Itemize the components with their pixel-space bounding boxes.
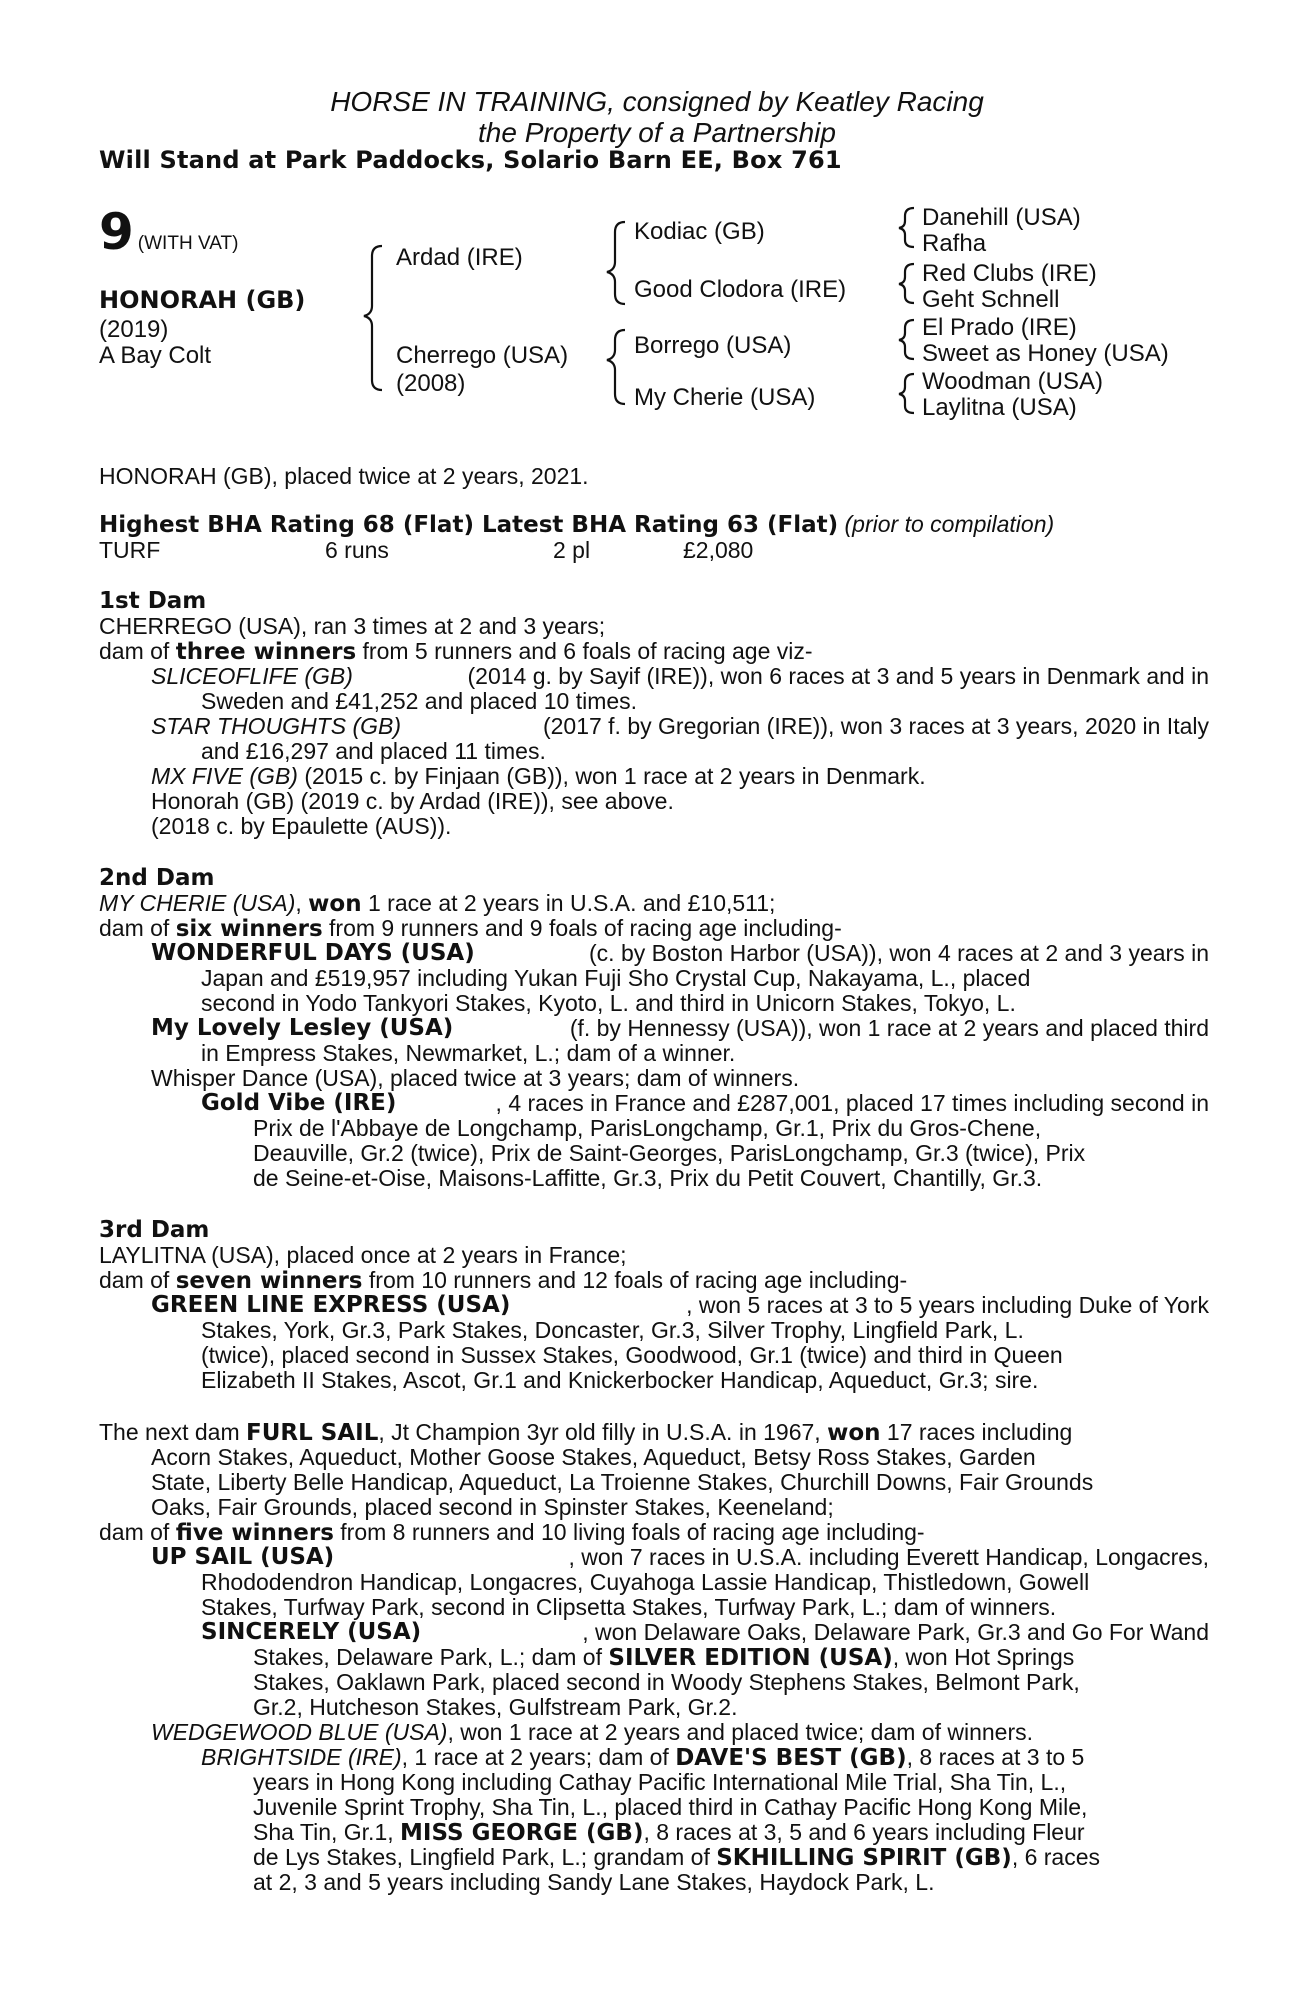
pedigree-dam-dam: My Cherie (USA) [634, 384, 816, 411]
third-dam-produce: dam of seven winners from 10 runners and 12 foals of racing age including- [99, 1267, 908, 1294]
pedigree-dam-sire: Borrego (USA) [634, 332, 792, 359]
horse-year: (2019) [99, 316, 169, 343]
stand-location: Will Stand at Park Paddocks, Solario Barn EE, Box 761 [99, 146, 842, 174]
pedigree-sdd: Geht Schnell [922, 286, 1060, 313]
pedigree-sire: Ardad (IRE) [396, 244, 523, 271]
winner-gold-vibe: Gold Vibe (IRE) , 4 races in France and £287,001, placed 17 times including second in [201, 1090, 1209, 1116]
pedigree-ddd: Laylitna (USA) [922, 394, 1077, 421]
whisper-dance: Whisper Dance (USA), placed twice at 3 years; dam of winners. [151, 1065, 800, 1091]
next-dam-furl-sail: The next dam FURL SAIL, Jt Champion 3yr old filly in U.S.A. in 1967, won 17 races including [99, 1419, 1073, 1446]
third-dam-heading: 3rd Dam [99, 1217, 210, 1243]
vat-label: (WITH VAT) [137, 233, 239, 254]
furl-sail-produce: dam of five winners from 8 runners and 10 living foals of racing age including- [99, 1519, 925, 1546]
bha-rating: Highest BHA Rating 68 (Flat) Latest BHA Rating 63 (Flat) (prior to compilation) [99, 511, 1055, 538]
offspring-2018: (2018 c. by Epaulette (AUS)). [151, 813, 452, 839]
consignor-line: HORSE IN TRAINING, consigned by Keatley Racing [330, 86, 984, 117]
brightside: BRIGHTSIDE (IRE), 1 race at 2 years; dam of DAVE'S BEST (GB), 8 races at 3 to 5 [201, 1744, 1085, 1771]
offspring-honorah: Honorah (GB) (2019 c. by Ardad (IRE)), see above. [151, 788, 674, 814]
winner-green-line-express: GREEN LINE EXPRESS (USA) , won 5 races at 3 to 5 years including Duke of York [151, 1292, 1209, 1318]
pedigree-dss: El Prado (IRE) [922, 314, 1077, 341]
winner-my-lovely-lesley: My Lovely Lesley (USA) (f. by Hennessy (USA)), won 1 race at 2 years and placed third [151, 1015, 1209, 1041]
offspring-star-thoughts: STAR THOUGHTS (GB) (2017 f. by Gregorian (IRE)), won 3 races at 3 years, 2020 in Italy [151, 713, 1209, 739]
property-line: the Property of a Partnership [478, 117, 836, 148]
race-summary: HONORAH (GB), placed twice at 2 years, 2021. [99, 463, 589, 489]
pedigree-sds: Red Clubs (IRE) [922, 260, 1097, 287]
winner-wonderful-days: WONDERFUL DAYS (USA) (c. by Boston Harbor (USA)), won 4 races at 2 and 3 years in [151, 940, 1209, 966]
first-dam-heading: 1st Dam [99, 588, 207, 614]
second-dam-produce: dam of six winners from 9 runners and 9 foals of racing age including- [99, 915, 842, 942]
pedigree-dam: Cherrego (USA) [396, 342, 569, 369]
pedigree-dds: Woodman (USA) [922, 368, 1103, 395]
wedgewood-blue: WEDGEWOOD BLUE (USA), won 1 race at 2 years and placed twice; dam of winners. [151, 1719, 1033, 1745]
second-dam-heading: 2nd Dam [99, 865, 215, 891]
offspring-mx-five: MX FIVE (GB) (2015 c. by Finjaan (GB)), won 1 race at 2 years in Denmark. [151, 763, 926, 789]
catalogue-page: HORSE IN TRAINING, consigned by Keatley Racing the Property of a Partnership Will Stand at Park Paddocks, Solario Barn EE, Box 761 9 (WITH VAT) HONORAH (GB) (2019) A Bay Colt Ardad (IRE) Cherrego (USA) (2008) Kodiac (GB) Good Clodora (IRE) Borrego (USA) My Cherie (USA) Danehill (USA) Rafha Red Clubs (IRE) Geht Schnell El Prado (IRE) Sweet as Honey (USA) Woodman (USA) Laylitna (USA) HONORAH (GB), placed twice at 2 years, 2021. Highest BHA Rating 68 (Flat) Latest BHA Rating 63 (Flat) (prior to compilation) TURF 6 runs 2 pl £2,080 1st Dam CHERREGO (USA), ran 3 times at 2 and 3 years; dam of three winners from 5 runners and 6 foals of racing age viz- SLICEOFLIFE (GB) (2014 g. by Sayif (IRE)), won 6 races at 3 and 5 years in Denmark and in Sweden and £41,252 and placed 10 times. STAR THOUGHTS (GB) (2017 f. by Gregorian (IRE)), won 3 races at 3 years, 2020 in Italy and £16,297 and placed 11 times. MX FIVE (GB) (2015 c. by Finjaan (GB)), won 1 race at 2 years in Denmark. Honorah (GB) (2019 c. by Ardad (IRE)), see above. (2018 c. by Epaulette (AUS)). 2nd Dam MY CHERIE (USA), won 1 race at 2 years in U.S.A. and £10,511; dam of six winners from 9 runners and 9 foals of racing age including- WONDERFUL DAYS (USA) (c. by Boston Harbor (USA)), won 4 races at 2 and 3 years in Japan and £519,957 including Yukan Fuji Sho Crystal Cup, Nakayama, L., placed second in Yodo Tankyori Stakes, Kyoto, L. and third in Unicorn Stakes, Tokyo, L. My Lovely Lesley (USA) (f. by Hennessy (USA)), won 1 race at 2 years and placed third in Empress Stakes, Newmarket, L.; dam of a winner. Whisper Dance (USA), placed twice at 3 years; dam of winners. Gold Vibe (IRE) , 4 races in France and £287,001, placed 17 times including second in Prix de l'Abbaye de Longchamp, ParisLongchamp, Gr.1, Prix du Gros-Chene, Deauville, Gr.2 (twice), Prix de Saint-Georges, ParisLongchamp, Gr.3 (twice), Prix de Seine-et-Oise, Maisons-Laffitte, Gr.3, Prix du Petit Couvert, Chantilly, Gr.3. 3rd Dam LAYLITNA (USA), placed once at 2 years in France; dam of seven winners from 10 runners and 12 foals of racing age including- GREEN LINE EXPRESS (USA) , won 5 races at 3 to 5 years including Duke of York Stakes, York, Gr.3, Park Stakes, Doncaster, Gr.3, Silver Trophy, Lingfield Park, L. (twice), placed second in Sussex Stakes, Goodwood, Gr.1 (twice) and third in Queen Elizabeth II Stakes, Ascot, Gr.1 and Knickerbocker Handicap, Aqueduct, Gr.3; sire. The next dam FURL SAIL, Jt Champion 3yr old filly in U.S.A. in 1967, won 17 races including Acorn Stakes, Aqueduct, Mother Goose Stakes, Aqueduct, Betsy Ross Stakes, Garden State, Liberty Belle Handicap, Aqueduct, La Troienne Stakes, Churchill Downs, Fair Grounds Oaks, Fair Grounds, placed second in Spinster Stakes, Keeneland; dam of five winners from 8 runners and 10 living foals of racing age including- UP SAIL (USA) , won 7 races in U.S.A. including Everett Handicap, Longacres, Rhododendron Handicap, Longacres, Cuyahoga Lassie Handicap, Thistledown, Gowell Stakes, Turfway Park, second in Clipsetta Stakes, Turfway Park, L.; dam of winners. SINCERELY (USA) , won Delaware Oaks, Delaware Park, Gr.3 and Go For Wand Stakes, Delaware Park, L.; dam of SILVER EDITION (USA), won Hot Springs Stakes, Oaklawn Park, placed second in Woody Stephens Stakes, Belmont Park, Gr.2, Hutcheson Stakes, Gulfstream Park, Gr.2. WEDGEWOOD BLUE (USA), won 1 race at 2 years and placed twice; dam of winners. BRIGHTSIDE (IRE), 1 race at 2 years; dam of DAVE'S BEST (GB), 8 races at 3 to 5 years in Hong Kong including Cathay Pacific International Mile Trial, Sha Tin, L., Juvenile Sprint Trophy, Sha Tin, L., placed third in Cathay Pacific Hong Kong Mile, Sha Tin, Gr.1, MISS GEORGE (GB), 8 races at 3, 5 and 6 years including Fleur de Lys Stakes, Lingfield Park, L.; grandam of SKHILLING SPIRIT (GB), 6 races at 2, 3 and 5 years including Sandy Lane Stakes, Haydock Park, L. [0, 0, 1314, 2000]
third-dam-line: LAYLITNA (USA), placed once at 2 years in France; [99, 1242, 627, 1268]
first-dam-produce: dam of three winners from 5 runners and 6 foals of racing age viz- [99, 638, 813, 665]
pedigree-sire-dam: Good Clodora (IRE) [634, 276, 847, 303]
pedigree-dam-year: (2008) [396, 370, 466, 397]
pedigree-sss: Danehill (USA) [922, 204, 1081, 231]
winner-up-sail: UP SAIL (USA) , won 7 races in U.S.A. including Everett Handicap, Longacres, [151, 1544, 1209, 1570]
second-dam-line: MY CHERIE (USA), won 1 race at 2 years in U.S.A. and £10,511; [99, 890, 776, 917]
horse-name: HONORAH (GB) [99, 286, 306, 314]
offspring-sliceoflife: SLICEOFLIFE (GB) (2014 g. by Sayif (IRE)), won 6 races at 3 and 5 years in Denmark and in [151, 663, 1209, 689]
pedigree-dsd: Sweet as Honey (USA) [922, 340, 1169, 367]
winner-sincerely: SINCERELY (USA) , won Delaware Oaks, Delaware Park, Gr.3 and Go For Wand [201, 1619, 1209, 1645]
first-dam-line: CHERREGO (USA), ran 3 times at 2 and 3 years; [99, 613, 606, 639]
lot-number: 9 [99, 203, 134, 261]
pedigree-sire-sire: Kodiac (GB) [634, 218, 765, 245]
pedigree-ssd: Rafha [922, 230, 987, 257]
horse-description: A Bay Colt [99, 342, 212, 369]
